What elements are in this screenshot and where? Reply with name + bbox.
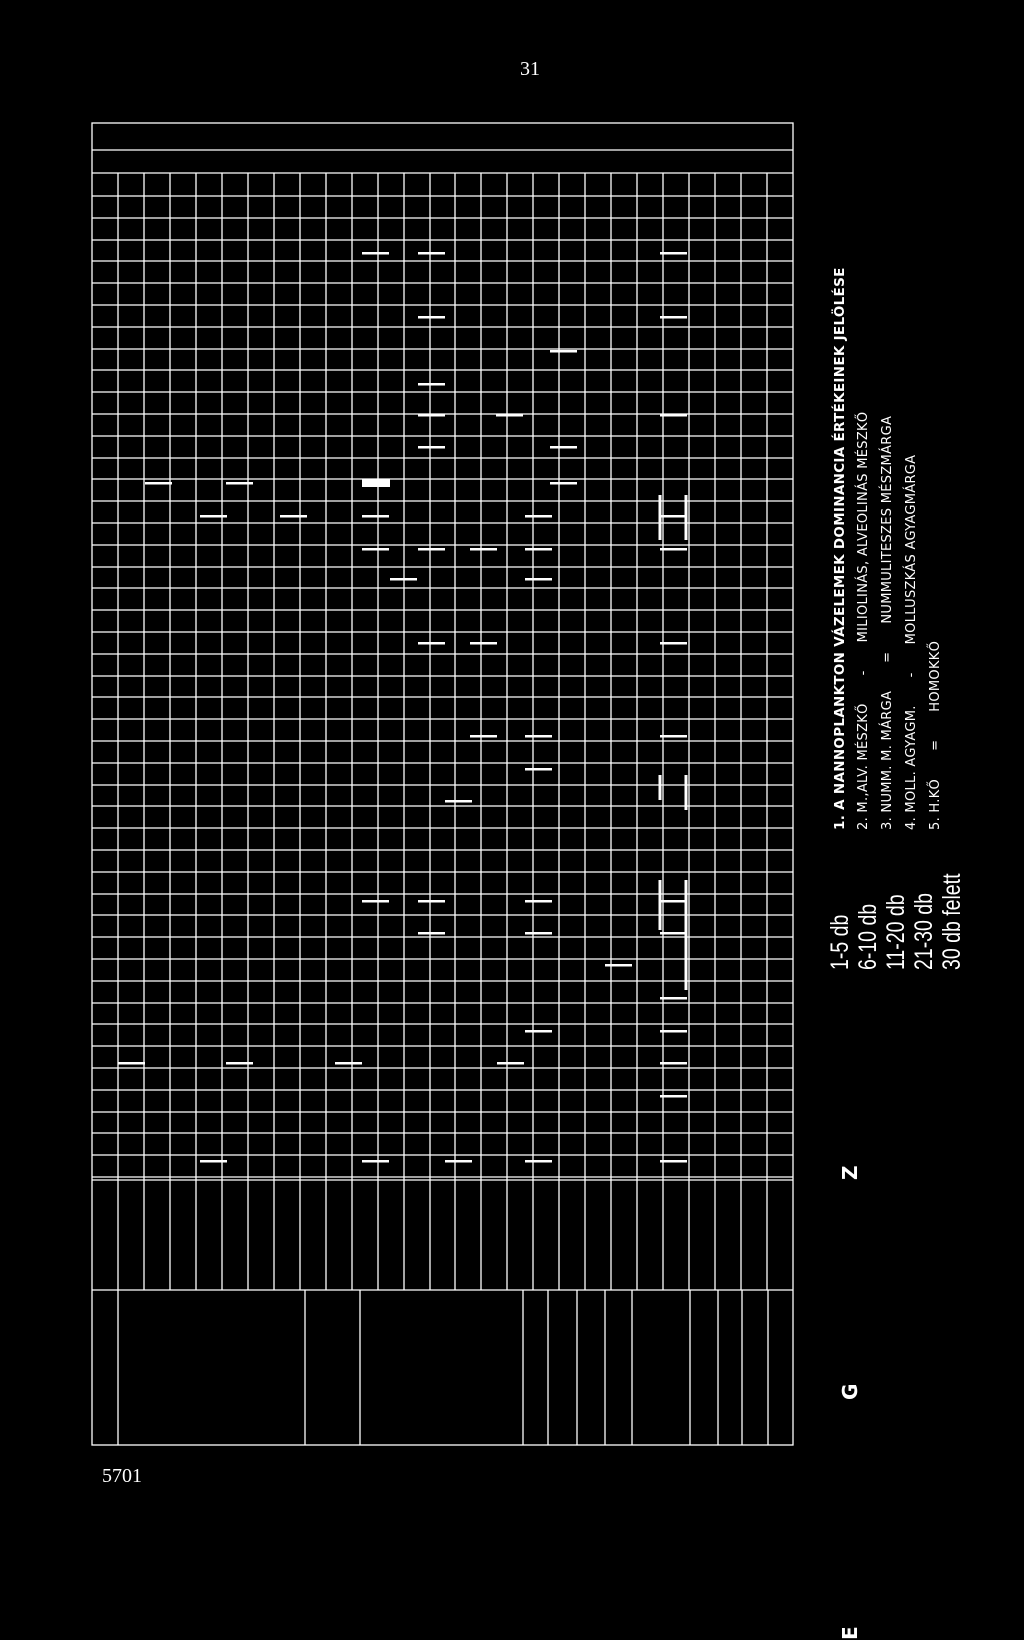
dominance-mark [418,383,445,386]
dominance-mark [496,414,523,417]
dominance-mark [605,964,632,967]
rock-code: 4. MOLL. AGYAGM. [904,705,919,830]
dominance-mark [418,642,445,645]
dominance-mark [390,578,417,581]
legend-count-classes [826,846,966,970]
margin-marker-g: G [838,1383,862,1400]
dominance-mark [418,446,445,449]
dominance-mark [550,482,577,485]
dominance-mark [660,1160,687,1163]
legend-count-1: 1-5 db [826,914,854,970]
dominance-mark [660,997,687,1000]
dominance-mark [418,316,445,319]
margin-marker-e: E [838,1626,862,1640]
dominance-mark [335,1062,362,1065]
legend-rock-item [924,412,948,830]
dominance-mark [418,932,445,935]
dominance-mark [200,515,227,518]
dominance-mark [497,1062,524,1065]
dominance-mark [660,414,687,417]
legend-rock-item [900,412,924,830]
dominance-mark [362,252,389,255]
dominance-mark [362,515,389,518]
dominance-mark [525,900,552,903]
dominance-mark [550,350,577,353]
dominance-mark [418,414,445,417]
dominance-mark [145,482,172,485]
dominance-mark [362,1160,389,1163]
rock-sep: = [880,651,895,663]
dominance-mark [660,316,687,319]
page-number: 31 [520,58,540,80]
rock-sep: - [904,672,919,678]
rock-name: MOLLUSZKÁS AGYAGMÁRGA [904,454,919,645]
dominance-mark [660,1095,687,1098]
dominance-mark [660,1062,687,1065]
document-code: 5701 [102,1465,142,1487]
legend-count-5: 30 db felett [938,873,966,970]
rock-code: 3. NUMM. M. MÁRGA [880,690,895,830]
dominance-mark [660,735,687,738]
rock-code: 2. M.,ALV. MÉSZKŐ [856,703,871,830]
legend-count-2: 6-10 db [854,903,882,970]
dominance-mark [445,800,472,803]
dominance-mark [362,900,389,903]
grid-frame [92,123,793,1445]
dominance-mark [525,515,552,518]
dominance-mark [470,642,497,645]
rock-sep: = [928,739,943,751]
dominance-mark-strong [362,479,390,487]
rock-name: HOMOKKŐ [928,640,943,712]
dominance-mark [660,642,687,645]
dominance-mark [200,1160,227,1163]
dominance-mark [525,932,552,935]
dominance-mark [525,1030,552,1033]
margin-marker-z: Z [838,1165,862,1180]
dominance-mark [525,735,552,738]
dominance-mark [445,1160,472,1163]
dominance-mark [418,548,445,551]
legend-title: 1. A NANNOPLANKTON VÁZELEMEK DOMINANCIA ÉRTÉKEINEK JELÖLÉSE [832,267,848,830]
dominance-mark [418,252,445,255]
rock-sep: - [856,670,871,676]
legend-count-3: 11-20 db [882,894,910,970]
dominance-mark [550,446,577,449]
legend-rock-item [876,412,900,830]
dominance-mark [660,900,687,903]
dominance-mark [660,1030,687,1033]
dominance-mark [226,482,253,485]
dominance-mark [660,515,687,518]
legend-rock-item [852,412,876,830]
rock-name: MILIOLINÁS, ALVEOLINÁS MÉSZKŐ [856,411,871,643]
dominance-mark [525,548,552,551]
dominance-mark [118,1062,145,1065]
dominance-mark [525,1160,552,1163]
dominance-mark [660,548,687,551]
dominance-mark [362,548,389,551]
dominance-mark [418,900,445,903]
dominance-mark [660,252,687,255]
dominance-mark [525,578,552,581]
dominance-mark [470,735,497,738]
dominance-mark [660,932,687,935]
dominance-mark [226,1062,253,1065]
legend-rock-types [852,412,948,830]
legend-count-4: 21-30 db [910,893,938,970]
rock-name: NUMMULITESZES MÉSZMÁRGA [880,415,895,624]
dominance-mark [280,515,307,518]
dominance-mark [470,548,497,551]
dominance-mark [525,768,552,771]
rock-code: 5. H.KŐ [928,778,943,830]
